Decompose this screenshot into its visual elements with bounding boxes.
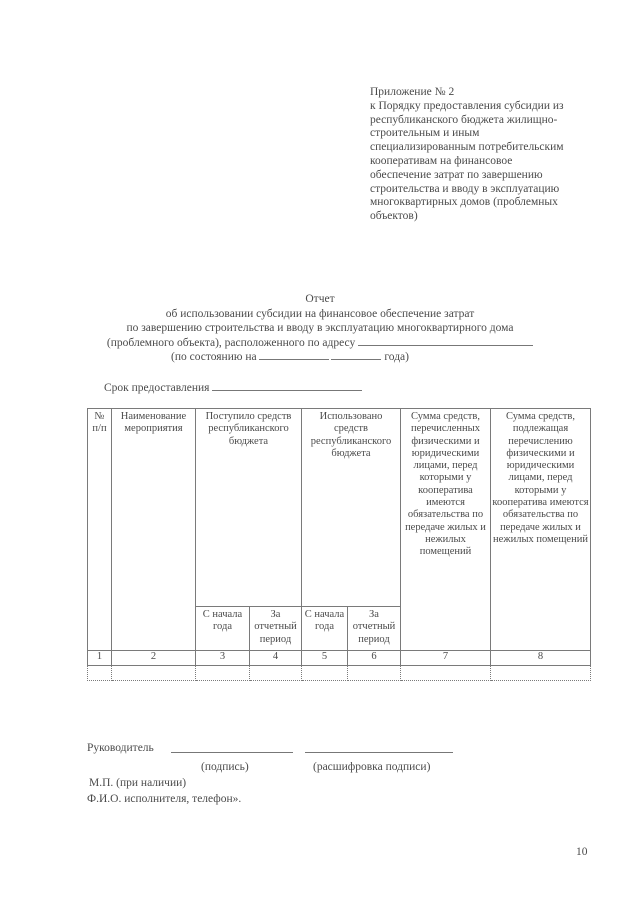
table-cell [401, 666, 491, 681]
caption-row [87, 760, 567, 774]
report-line-4 [0, 350, 600, 365]
appendix-line: кооперативам на финансовое [370, 154, 513, 167]
table-cell [250, 666, 302, 681]
report-table [87, 408, 591, 681]
subheader-received-period: За отчетный период [250, 607, 302, 651]
header-used: Использовано средств республиканского бюджета [302, 409, 401, 607]
report-line-1: об использовании субсидии на финансовое обеспечение затрат [165, 307, 475, 320]
column-number: 8 [491, 651, 591, 666]
header-num: № п/п [88, 409, 112, 651]
decode-blank [305, 743, 453, 753]
column-number: 7 [401, 651, 491, 666]
appendix-line: специализированным потребительским [370, 141, 564, 154]
column-number: 2 [112, 651, 196, 666]
date-blank-2 [331, 350, 381, 360]
signature-blank [171, 743, 293, 753]
table-cell [491, 666, 591, 681]
table-cell [348, 666, 401, 681]
appendix-line: строительным и иным [370, 127, 480, 140]
column-number: 6 [348, 651, 401, 666]
head-row [87, 741, 567, 755]
appendix-line: строительства и вводу в эксплуатацию [370, 182, 560, 195]
srok-row [104, 381, 362, 394]
date-blank-1 [259, 350, 329, 360]
appendix-header [370, 86, 595, 224]
appendix-line: Приложение № 2 [370, 86, 455, 98]
table-cell [302, 666, 348, 681]
column-number: 5 [302, 651, 348, 666]
srok-blank [212, 381, 362, 391]
column-number: 1 [88, 651, 112, 666]
appendix-line: объектов) [370, 210, 418, 223]
appendix-line: республиканского бюджета жилищно- [370, 113, 558, 126]
report-title [40, 292, 600, 365]
header-sum-due: Сумма средств, подлежащая перечислению физическими и юридическими лицами, перед которыми у кооператива имеются обязательства по передаче жилых и нежилых помещений [491, 409, 591, 651]
subheader-used-period: За отчетный период [348, 607, 401, 651]
report-line-3 [40, 336, 600, 351]
date-suffix: года) [384, 351, 409, 363]
report-line-3-text: (проблемного объекта), расположенного по адресу [106, 336, 356, 349]
appendix-line: многоквартирных домов (проблемных [370, 196, 558, 209]
report-line-2: по завершению строительства и вводу в эксплуатацию многоквартирного дома [126, 322, 514, 334]
header-received: Поступило средств республиканского бюджета [196, 409, 302, 607]
address-blank [358, 336, 533, 346]
subheader-used-start: С начала года [302, 607, 348, 651]
executor-text: Ф.И.О. исполнителя, телефон». [87, 793, 242, 805]
srok-label: Срок предоставления [104, 382, 210, 394]
decode-caption: (расшифровка подписи) [313, 761, 431, 773]
date-prefix: (по состоянию на [171, 351, 257, 363]
subheader-received-start: С начала года [196, 607, 250, 651]
header-name: Наименование мероприятия [112, 409, 196, 651]
stamp-text: М.П. (при наличии) [89, 777, 187, 789]
column-number: 3 [196, 651, 250, 666]
table-cell [112, 666, 196, 681]
head-label: Руководитель [87, 742, 154, 754]
appendix-line: обеспечение затрат по завершению [370, 168, 543, 181]
column-number: 4 [250, 651, 302, 666]
table-cell [88, 666, 112, 681]
report-heading: Отчет [305, 293, 335, 305]
header-sum-transferred: Сумма средств, перечисленных физическими и юридическими лицами, перед которыми у кооператива имеются обязательства по передаче жилых и нежилых помещений [401, 409, 491, 651]
signature-block [87, 741, 567, 806]
table-row [88, 666, 591, 681]
table-cell [196, 666, 250, 681]
page-number: 10 [576, 846, 588, 858]
appendix-line: к Порядку предоставления субсидии из [370, 99, 564, 112]
signature-caption: (подпись) [201, 761, 249, 773]
